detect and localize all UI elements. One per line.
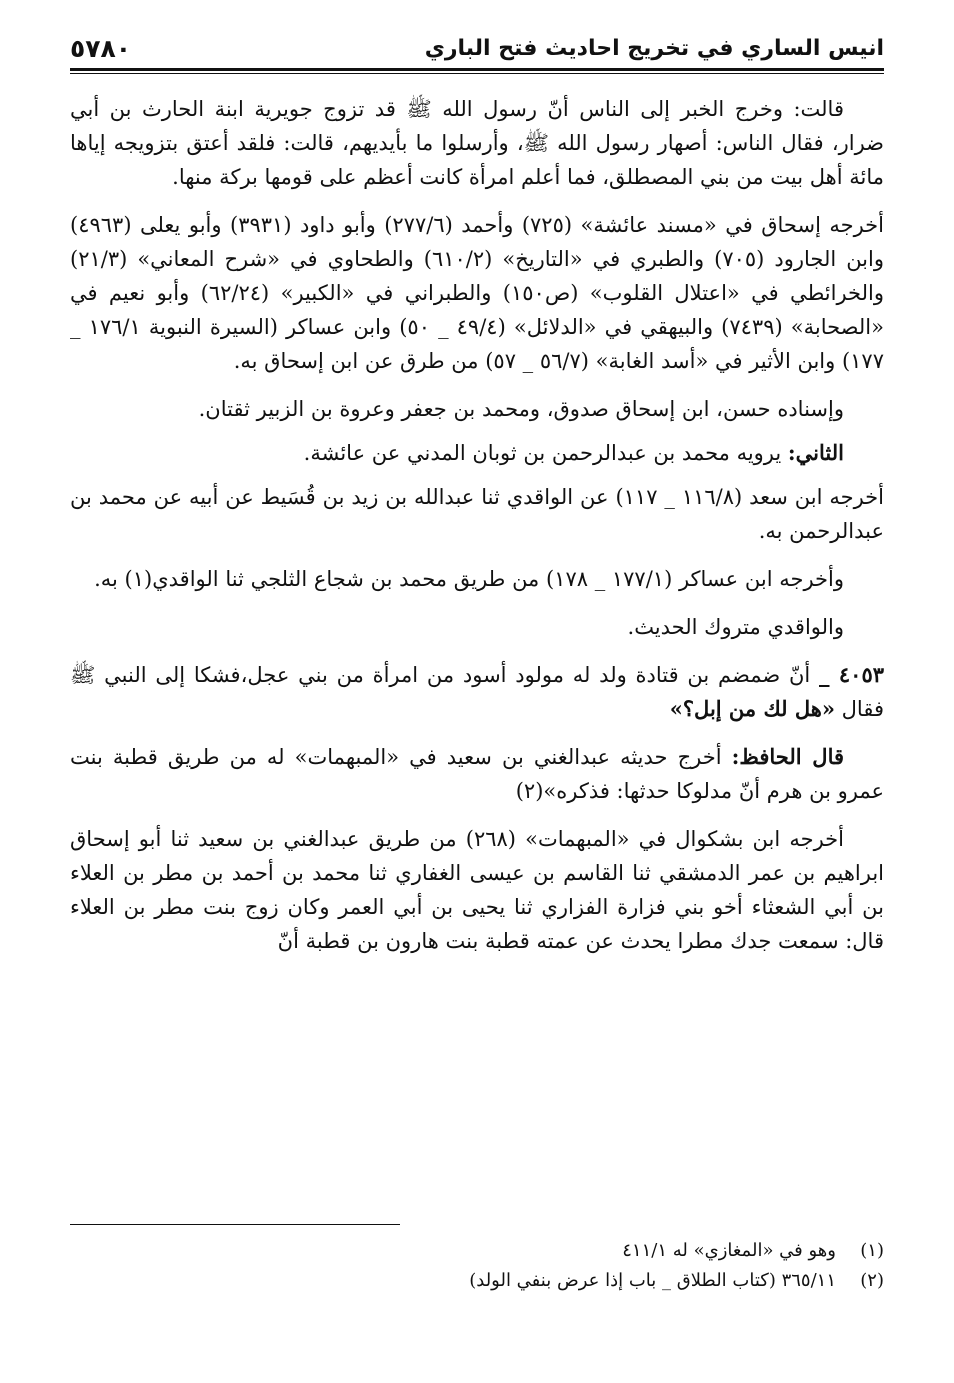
paragraph-9-text: أخرج حديثه عبدالغني بن سعيد في «المبهمات» له من طريق قطبة بنت عمرو بن هرم أنّ مدلوكا حدثها: فذكره»(٢) [70, 745, 884, 803]
paragraph-6: وأخرجه ابن عساكر (١٧٧/١ _ ١٧٨) من طريق محمد بن شجاع الثلجي ثنا الواقدي(١) به. [94, 567, 844, 591]
page-header [70, 30, 884, 66]
hadith-number: ٤٠٥٣ _ [818, 662, 885, 687]
hadith-quote: «هل لك من إبل؟» [669, 696, 835, 721]
paragraph-7: والواقدي متروك الحديث. [627, 615, 844, 639]
paragraph-9 [70, 740, 884, 808]
hadith-entry [70, 658, 884, 726]
paragraph-1: قالت: وخرج الخبر إلى الناس أنّ رسول الله ﷺ قد تزوج جويرية ابنة الحارث بن أبي ضرار، فقال الناس: أصهار رسول الله ﷺ، وأرسلوا ما بأيديهم، قالت: فلقد أعتق بتزويجه إياها مائة أهل بيت من بني المصطلق، فما أعلم امرأة كانت أعظم على قومها بركة منها. [70, 97, 884, 189]
hadith-text: أنّ ضمضم بن قتادة ولد له مولود أسود من امرأة من بني عجل،فشكا إلى النبي ﷺ فقال [70, 663, 884, 721]
header-rule-thin [70, 73, 884, 74]
footnote-rule [70, 1224, 400, 1225]
paragraph-4-text: يرويه محمد بن عبدالرحمن بن ثوبان المدني عن عائشة. [303, 441, 788, 465]
paragraph-2: أخرجه إسحاق في «مسند عائشة» (٧٢٥) وأحمد (٢٧٧/٦) وأبو داود (٣٩٣١) وأبو يعلى (٤٩٦٣) وابن الجارود (٧٠٥) والطبري في «التاريخ» (٦١٠/٢) والطحاوي في «شرح المعاني» (٢١/٣) والخرائطي في «اعتلال القلوب» (ص١٥٠) والطبراني في «الكبير» (٦٢/٢٤) وأبو نعيم في «الصحابة» (٧٤٣٩) والبيهقي في «الدلائل» (٤٩/٤ _ ٥٠) وابن عساكر (السيرة النبوية ١٧٦/١ _ ١٧٧) وابن الأثير في «أسد الغابة» (٥٦/٧ _ ٥٧) من طرق عن ابن إسحاق به. [70, 213, 885, 373]
paragraph-5: أخرجه ابن سعد (١١٦/٨ _ ١١٧) عن الواقدي ثنا عبدالله بن زيد بن قُسَيط عن أبيه عن محمد بن عبدالرحمن به. [70, 485, 885, 543]
paragraph-3: وإسناده حسن، ابن إسحاق صدوق، ومحمد بن جعفر وعروة بن الزبير ثقتان. [198, 397, 844, 421]
page-number: ٥٧٨٠ [70, 33, 132, 63]
hafiz-lead: قال الحافظ: [731, 744, 845, 769]
running-title: انيس الساري في تخريج احاديث فتح الباري [424, 35, 884, 61]
section-lead: الثاني: [787, 440, 844, 465]
footnote-number: (١) [860, 1240, 884, 1261]
footnote-1 [70, 1236, 884, 1266]
paragraph-10: أخرجه ابن بشكوال في «المبهمات» (٢٦٨) من طريق عبدالغني بن سعيد ثنا أبو إسحاق ابراهيم بن عمر الدمشقي ثنا القاسم بن عيسى الغفاري ثنا محمد بن أحمد بن مطر بن العلاء بن أبي الشعثاء أخو بني فزارة الفزاري ثنا يحيى بن أبي العمر وكان زوج بنت مطر بن العلاء قال: سمعت جدك مطرا يحدث عن عمته قطبة بنت هارون بن قطبة أنّ [70, 827, 884, 953]
footnote-text: وهو في «المغازي» له ٤١١/١ [622, 1240, 836, 1261]
footnote-text: ٣٦٥/١١ (كتاب الطلاق _ باب إذا عرض بنفي الولد) [469, 1270, 836, 1291]
body-text [70, 92, 884, 972]
footnotes [70, 1236, 884, 1296]
header-rule [70, 68, 884, 71]
footnote-2 [70, 1266, 884, 1296]
footnote-number: (٢) [860, 1270, 884, 1291]
paragraph-4 [70, 436, 884, 470]
